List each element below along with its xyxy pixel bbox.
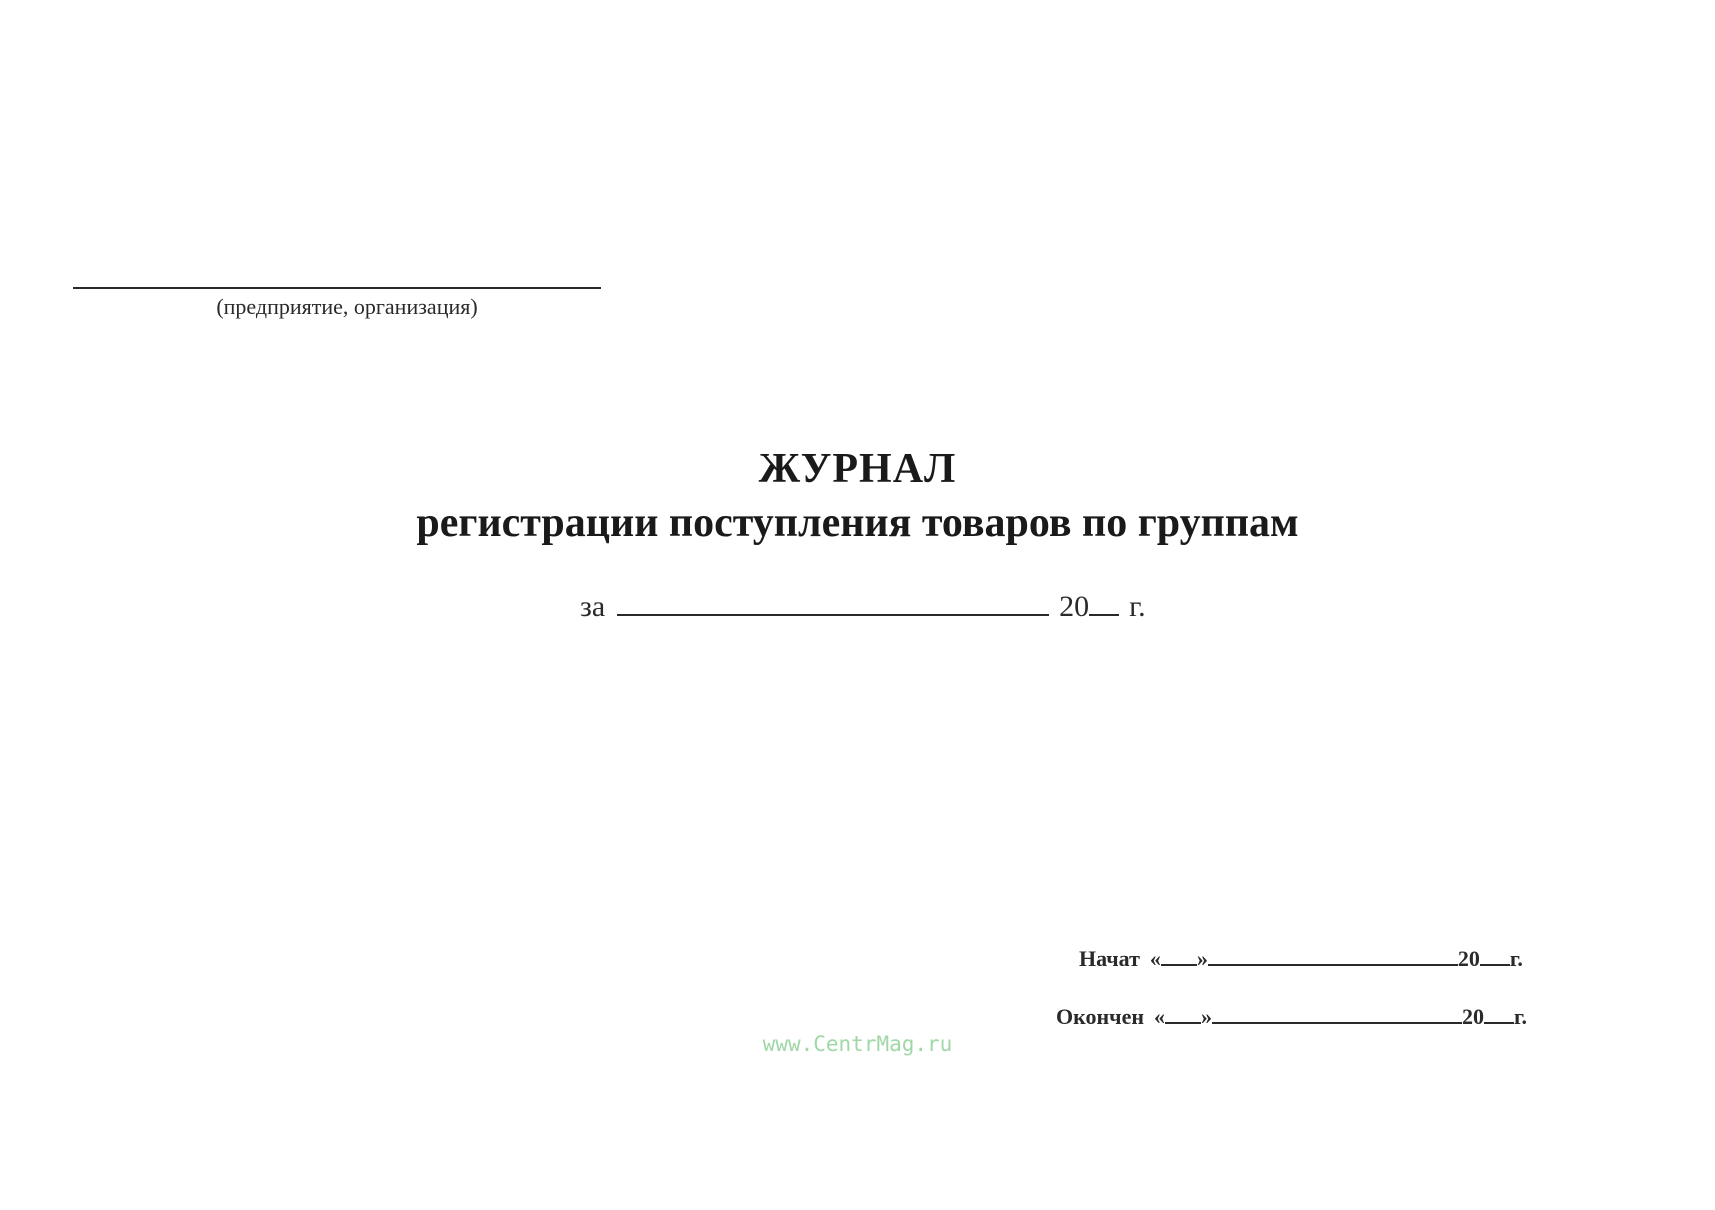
- start-close-quote: »: [1196, 946, 1208, 971]
- start-day-blank: [1161, 946, 1197, 966]
- watermark: www.CentrMag.ru: [762, 1032, 953, 1056]
- document-title: ЖУРНАЛ: [758, 446, 957, 492]
- period-prefix: за: [580, 590, 606, 623]
- period-year-blank: [1089, 588, 1119, 616]
- period-year-suffix: г.: [1129, 590, 1146, 623]
- start-open-quote: «: [1149, 946, 1161, 971]
- end-year-suffix: г.: [1514, 1004, 1528, 1029]
- document-subtitle: регистрации поступления товаров по группам: [416, 500, 1299, 546]
- organization-caption: (предприятие, организация): [216, 294, 478, 319]
- start-month-blank: [1208, 946, 1458, 966]
- start-year-blank: [1480, 946, 1510, 966]
- start-label: Начат: [1079, 946, 1140, 971]
- period-year-prefix: 20: [1059, 590, 1090, 623]
- end-date-row: [1056, 1004, 1527, 1030]
- end-month-blank: [1212, 1004, 1462, 1024]
- end-year-prefix: 20: [1462, 1004, 1485, 1029]
- end-close-quote: »: [1201, 1004, 1213, 1029]
- organization-blank-line: [73, 287, 601, 289]
- period-blank: [617, 588, 1049, 616]
- start-year-prefix: 20: [1457, 946, 1480, 971]
- end-label: Окончен: [1056, 1004, 1145, 1029]
- end-year-blank: [1484, 1004, 1514, 1024]
- end-day-blank: [1165, 1004, 1201, 1024]
- period-line: [580, 588, 1146, 624]
- start-date-row: [1079, 946, 1523, 972]
- start-year-suffix: г.: [1509, 946, 1523, 971]
- end-open-quote: «: [1154, 1004, 1166, 1029]
